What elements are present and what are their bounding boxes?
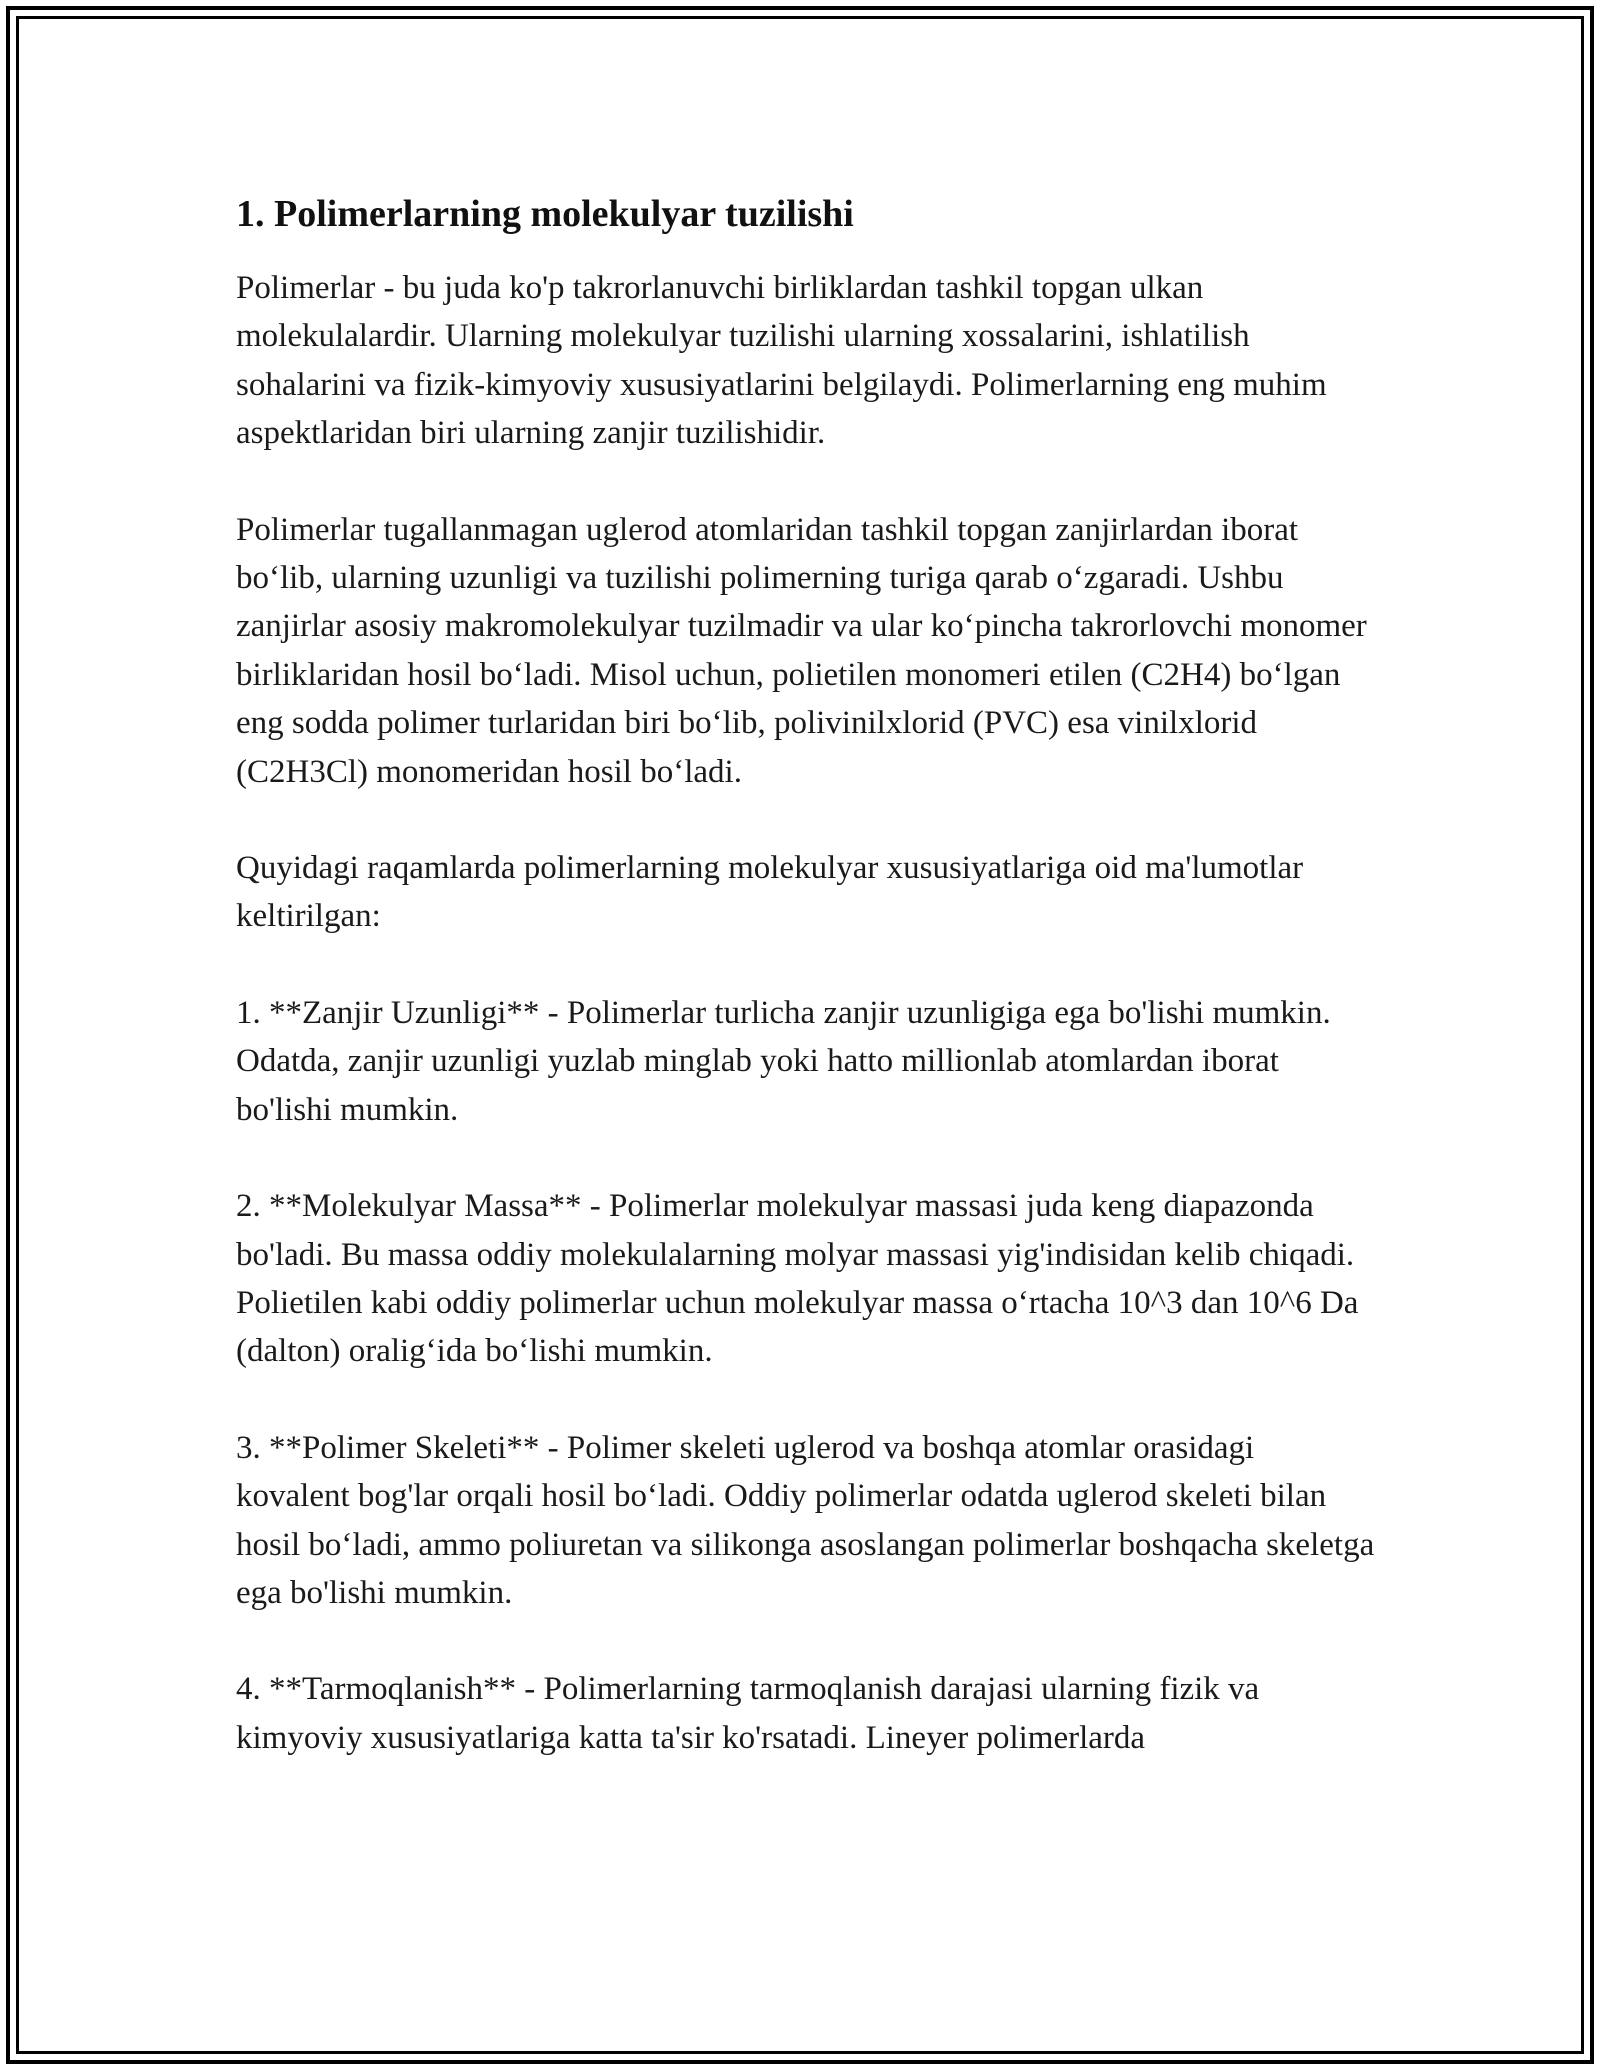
- list-item-branching: 4. **Tarmoqlanish** - Polimerlarning tarmoqlanish darajasi ularning fizik va kimyoviy xususiyatlariga katta ta'sir ko'rsatadi. Lineyer polimerlarda: [236, 1671, 1260, 1756]
- paragraph-chains: Polimerlar tugallanmagan uglerod atomlaridan tashkil topgan zanjirlardan iborat bo‘lib, ularning uzunligi va tuzilishi polimerning turiga qarab o‘zgaradi. Ushbu zanjirlar asosiy makromolekulyar tuzilmadir va ular ko‘pincha takrorlovchi monomer birliklaridan hosil bo‘ladi. Misol uchun, polietilen monomeri etilen (C2H4) bo‘lgan eng sodda polimer turlaridan biri bo‘lib, polivinilxlorid (PVC) esa vinilxlorid (C2H3Cl) monomeridan hosil bo‘ladi.: [236, 511, 1367, 790]
- paragraph-intro: Polimerlar - bu juda ko'p takrorlanuvchi birliklardan tashkil topgan ulkan molekulalardir. Ularning molekulyar tuzilishi ularning xossalarini, ishlatilish sohalarini va fizik-kimyoviy xususiyatlarini belgilaydi. Polimerlarning eng muhim aspektlaridan biri ularning zanjir tuzilishidir.: [236, 270, 1327, 452]
- list-item-molecular-mass: 2. **Molekulyar Massa** - Polimerlar molekulyar massasi juda keng diapazonda bo'ladi. Bu massa oddiy molekulalarning molyar massasi yig'indisidan kelib chiqadi. Polietilen kabi oddiy polimerlar uchun molekulyar massa o‘rtacha 10^3 dan 10^6 Da (dalton) oralig‘ida bo‘lishi mumkin.: [236, 1188, 1359, 1370]
- document-body: [236, 186, 1376, 1762]
- paragraph-list-intro: Quyidagi raqamlarda polimerlarning molekulyar xususiyatlariga oid ma'lumotlar keltirilgan:: [236, 850, 1304, 935]
- list-item-polymer-skeleton: 3. **Polimer Skeleti** - Polimer skeleti uglerod va boshqa atomlar orasidagi kovalent bog'lar orqali hosil bo‘ladi. Oddiy polimerlar odatda uglerod skeleti bilan hosil bo‘ladi, ammo poliuretan va silikonga asoslangan polimerlar boshqacha skeletga ega bo'lishi mumkin.: [236, 1429, 1375, 1611]
- list-item-chain-length: 1. **Zanjir Uzunligi** - Polimerlar turlicha zanjir uzunligiga ega bo'lishi mumkin. Odatda, zanjir uzunligi yuzlab minglab yoki hatto millionlab atomlardan iborat bo'lishi mumkin.: [236, 994, 1331, 1128]
- section-heading: 1. Polimerlarning molekulyar tuzilishi: [236, 193, 854, 235]
